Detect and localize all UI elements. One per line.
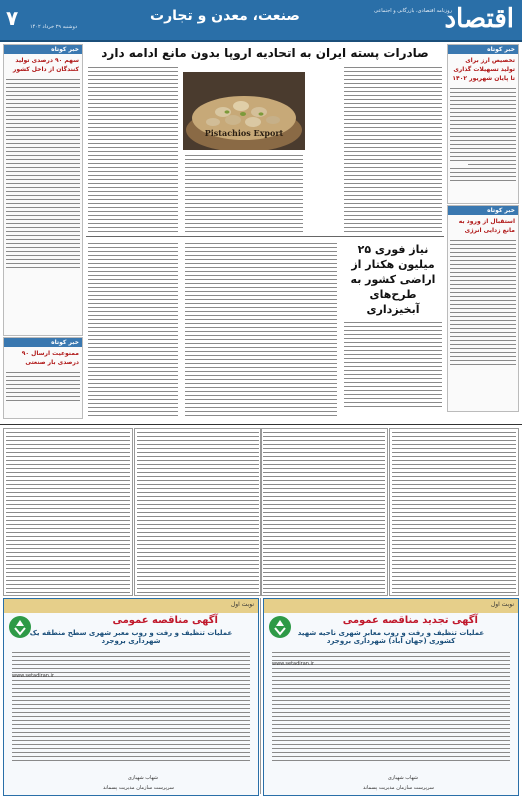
ad-signature-role: سرپرست سازمان مدیریت پسماند bbox=[102, 785, 174, 791]
ad-divider bbox=[260, 598, 261, 794]
article-column bbox=[183, 240, 339, 420]
ad-signature-name: شهاب شهبازی bbox=[127, 775, 158, 781]
sidebar-head: خبر کوتاه bbox=[4, 338, 82, 347]
pistachio-photo bbox=[183, 72, 305, 150]
header-rule bbox=[0, 40, 522, 42]
issue-date: دوشنبه ۲۹ خرداد ۱۴۰۲ bbox=[30, 24, 78, 30]
sidebar-right-brief-2 bbox=[447, 205, 519, 412]
ad-subtitle: عملیات تنظیف و رفت و روب معابر شهری ناحیه شهید کشوری (جهان آباد) شهرداری بروجرد bbox=[297, 629, 485, 645]
main-headline: صادرات پسته ایران به اتحادیه اروپا بدون مانع ادامه دارد bbox=[101, 46, 429, 60]
article-column bbox=[342, 240, 444, 420]
ad-website[interactable]: www.setadiran.ir bbox=[12, 673, 54, 679]
photo-caption: Pistachios Export bbox=[204, 128, 284, 138]
article-column bbox=[342, 64, 444, 234]
ad-type: نوبت اول bbox=[490, 601, 514, 608]
sidebar-body bbox=[448, 88, 518, 181]
sidebar-right-brief bbox=[447, 44, 519, 204]
legal-notice bbox=[260, 428, 388, 596]
ad-signature-role: سرپرست سازمان مدیریت پسماند bbox=[362, 785, 434, 791]
sidebar-body bbox=[4, 79, 82, 268]
sidebar-title: استقبال از ورود به مانع زدایی انرژی bbox=[458, 218, 515, 234]
header-tagline: روزنامه اقتصادی، بازرگانی و اجتماعی bbox=[374, 8, 452, 14]
ad-type: نوبت اول bbox=[230, 601, 254, 608]
tender-ad-left bbox=[3, 598, 259, 796]
ad-website[interactable]: www.setadiran.ir bbox=[272, 661, 314, 667]
section-divider bbox=[0, 424, 522, 425]
article-column bbox=[86, 64, 180, 234]
tender-ad-right bbox=[263, 598, 519, 796]
legal-notice bbox=[134, 428, 262, 596]
ad-signature-name: شهاب شهبازی bbox=[387, 775, 418, 781]
newspaper-logo: اقتصاد bbox=[444, 4, 514, 34]
sidebar-left-brief bbox=[3, 44, 83, 336]
article-column bbox=[86, 240, 180, 420]
article-column bbox=[183, 152, 305, 234]
sidebar-left-brief-2 bbox=[3, 337, 83, 419]
sidebar-head: خبر کوتاه bbox=[448, 206, 518, 215]
page-header bbox=[0, 0, 522, 40]
ad-band bbox=[264, 599, 518, 613]
ad-title: آگهی مناقصه عمومی bbox=[112, 615, 218, 626]
section-title: صنعت، معدن و تجارت bbox=[150, 8, 300, 24]
sidebar-title: سهم ۹۰ درصدی تولید کنندگان از داخل کشور bbox=[12, 57, 79, 73]
sidebar-head: خبر کوتاه bbox=[448, 45, 518, 54]
ad-band bbox=[4, 599, 258, 613]
sidebar-title: ممنوعیت ارسال ۹۰ درصدی بار صنعتی bbox=[21, 350, 79, 366]
sidebar-body bbox=[448, 240, 518, 365]
sidebar-head: خبر کوتاه bbox=[4, 45, 82, 54]
secondary-headline: نیاز فوری ۲۵ میلیون هکتار از اراضی کشور به طرح‌های آبخیزداری bbox=[350, 243, 436, 316]
page-number: ۷ bbox=[6, 6, 19, 30]
ad-title: آگهی تجدید مناقصه عمومی bbox=[342, 615, 478, 626]
legal-notice bbox=[389, 428, 519, 596]
ad-subtitle: عملیات تنظیف و رفت و روب معبر شهری سطح منطقه یک شهرداری بروجرد bbox=[29, 629, 233, 645]
legal-notice bbox=[3, 428, 133, 596]
sidebar-body bbox=[4, 372, 82, 401]
sidebar-title: تخصیص ارز برای تولید تسهیلات گذاری تا پایان شهریور ۱۴۰۲ bbox=[452, 57, 515, 82]
pistachio-bowl-image bbox=[183, 72, 305, 150]
section-divider bbox=[86, 236, 444, 237]
ad-body bbox=[10, 649, 252, 761]
